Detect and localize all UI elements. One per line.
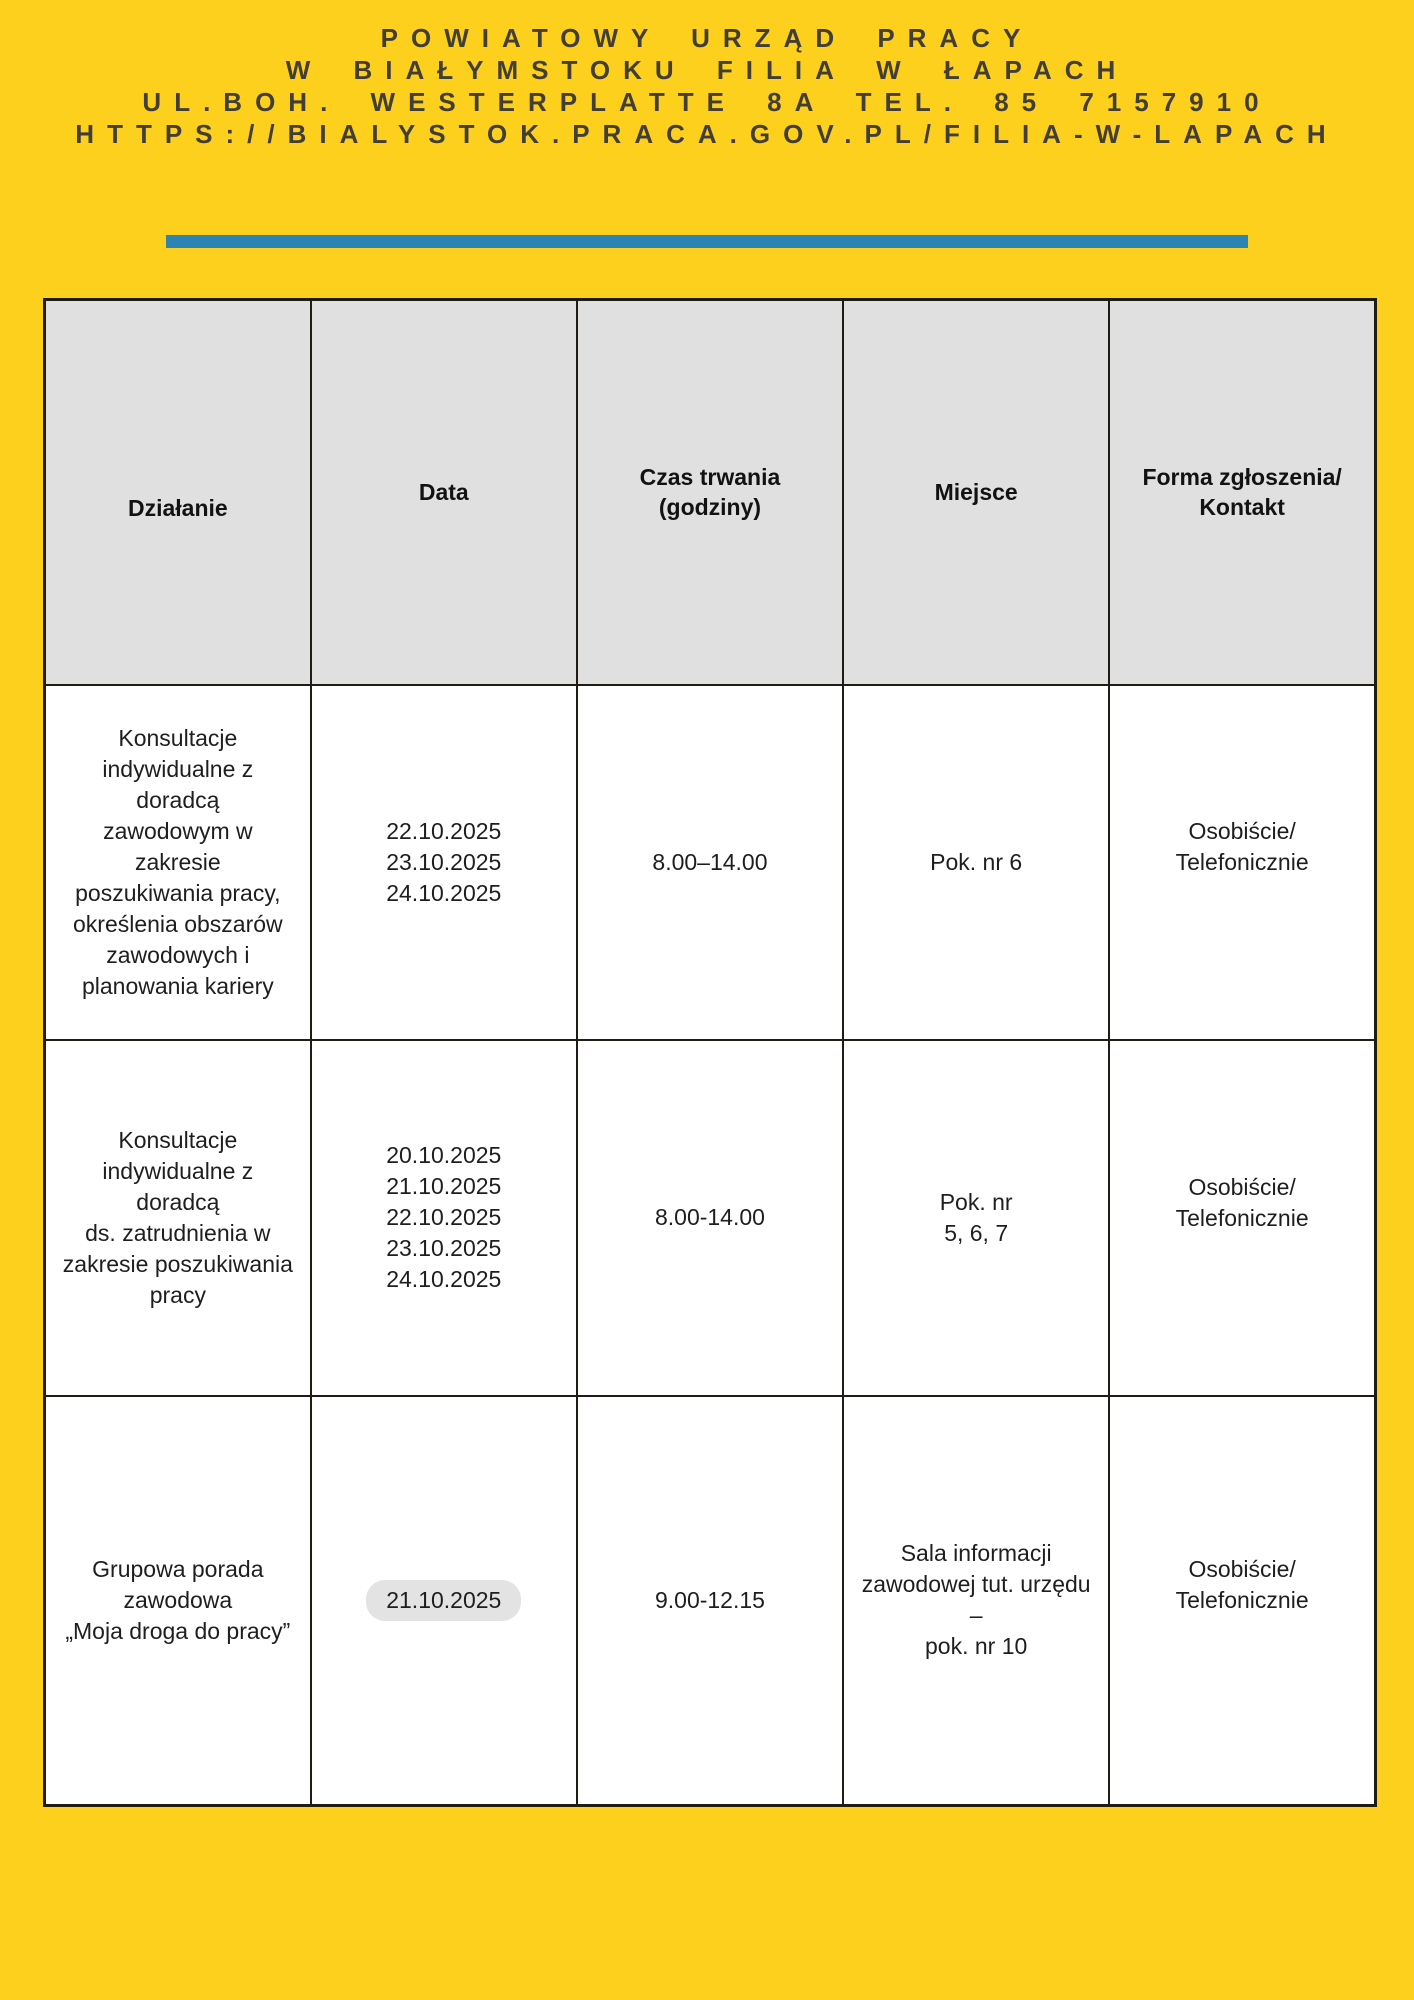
place-text: Sala informacji zawodowej tut. urzędu – pok. nr 10 <box>861 1540 1091 1660</box>
cell-data <box>311 685 577 1040</box>
contact-text: Osobiście/ Telefonicznie <box>1175 1173 1309 1231</box>
cell-miejsce <box>843 1396 1109 1806</box>
activity-text: Konsultacje indywidualne z doradcą ds. zatrudnienia w zakresie poszukiwania pracy <box>62 1126 293 1308</box>
col-header-kontakt <box>1109 300 1375 685</box>
cell-czas <box>577 685 843 1040</box>
header-line-url: HTTPS://BIALYSTOK.PRACA.GOV.PL/FILIA-W-LAPACH <box>75 119 1339 149</box>
activity-text: Grupowa porada zawodowa „Moja droga do pracy” <box>65 1555 291 1644</box>
cell-kontakt <box>1109 1396 1375 1806</box>
header-line-address-phone: UL.BOH. WESTERPLATTE 8A TEL. 85 7157910 <box>142 87 1272 117</box>
place-text: Pok. nr 5, 6, 7 <box>939 1188 1013 1246</box>
table-row <box>45 1396 1376 1806</box>
date-text: 20.10.2025 21.10.2025 22.10.2025 23.10.2025 24.10.2025 <box>386 1142 502 1292</box>
date-text: 22.10.2025 23.10.2025 24.10.2025 <box>386 817 502 906</box>
col-header-czas <box>577 300 843 685</box>
header-line-office-name: POWIATOWY URZĄD PRACY <box>380 23 1034 53</box>
cell-czas <box>577 1396 843 1806</box>
cell-data <box>311 1040 577 1396</box>
place-text: Pok. nr 6 <box>930 848 1023 875</box>
schedule-table-wrapper <box>43 298 1377 1807</box>
col-header-kontakt-label: Forma zgłoszenia/ Kontakt <box>1142 464 1342 521</box>
cell-dzialanie <box>45 685 311 1040</box>
col-header-czas-label: Czas trwania (godziny) <box>639 464 781 521</box>
schedule-table <box>43 298 1377 1807</box>
header-line-branch: W BIAŁYMSTOKU FILIA W ŁAPACH <box>285 55 1129 85</box>
time-text: 9.00-12.15 <box>654 1586 765 1613</box>
contact-text: Osobiście/ Telefonicznie <box>1175 818 1309 875</box>
contact-text: Osobiście/ Telefonicznie <box>1175 1556 1309 1614</box>
cell-data <box>311 1396 577 1806</box>
cell-miejsce <box>843 1040 1109 1396</box>
table-row <box>45 685 1376 1040</box>
col-header-dzialanie <box>45 300 311 685</box>
col-header-miejsce <box>843 300 1109 685</box>
header-block <box>0 0 1414 248</box>
time-text: 8.00–14.00 <box>652 848 768 875</box>
cell-dzialanie <box>45 1396 311 1806</box>
cell-kontakt <box>1109 1040 1375 1396</box>
date-highlight-pill: 21.10.2025 <box>366 1580 521 1621</box>
cell-miejsce <box>843 685 1109 1040</box>
divider-bar <box>166 235 1248 248</box>
cell-kontakt <box>1109 685 1375 1040</box>
header-row <box>45 300 1376 685</box>
col-header-data-label: Data <box>418 479 469 506</box>
activity-text: Konsultacje indywidualne z doradcą zawodowym w zakresie poszukiwania pracy, określenia obszarów zawodowych i planowania kariery <box>73 724 283 999</box>
cell-dzialanie <box>45 1040 311 1396</box>
time-text: 8.00-14.00 <box>654 1204 765 1230</box>
col-header-dzialanie-label: Działanie <box>127 495 228 522</box>
col-header-miejsce-label: Miejsce <box>934 479 1018 506</box>
col-header-data <box>311 300 577 685</box>
table-row <box>45 1040 1376 1396</box>
cell-czas <box>577 1040 843 1396</box>
